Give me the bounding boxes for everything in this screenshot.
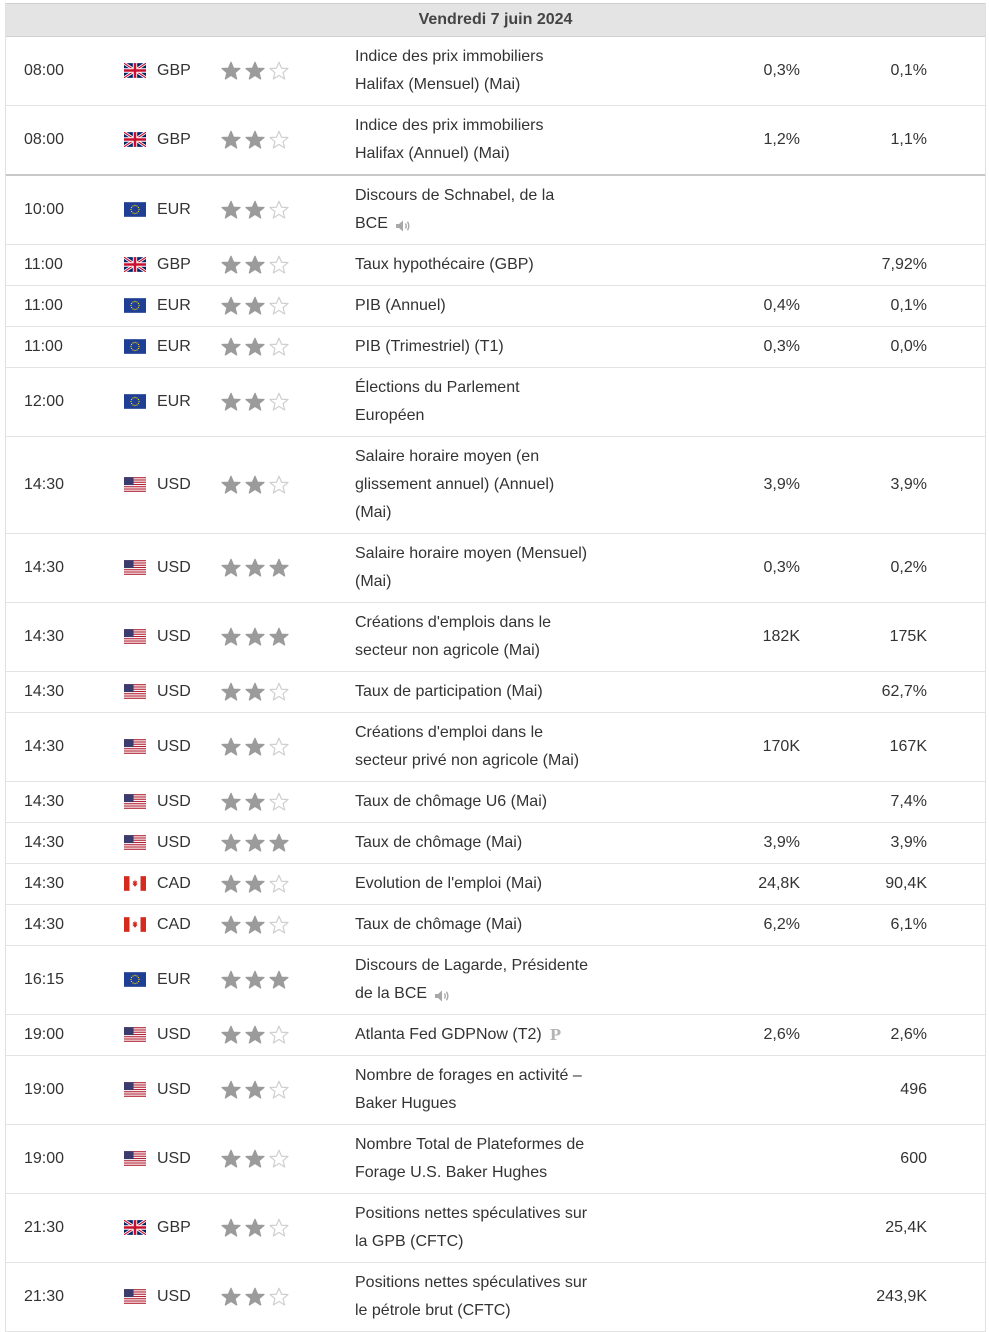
- event-time: 19:00: [24, 1081, 65, 1099]
- event-currency: USD: [157, 793, 191, 810]
- event-name[interactable]: [355, 286, 630, 326]
- event-name[interactable]: [355, 672, 630, 712]
- star-filled-icon: [268, 832, 290, 854]
- event-currency: USD: [157, 1288, 191, 1306]
- event-row[interactable]: [6, 286, 985, 327]
- uk-flag-icon: [124, 63, 146, 78]
- event-time: 14:30: [24, 875, 65, 892]
- event-name-line: de la BCE: [355, 980, 630, 1008]
- event-forecast: 496: [900, 1081, 927, 1099]
- event-time: 10:00: [24, 201, 65, 218]
- event-currency: GBP: [157, 1219, 191, 1237]
- event-name[interactable]: [355, 1263, 630, 1331]
- event-row[interactable]: [6, 713, 985, 782]
- event-name-line: la GPB (CFTC): [355, 1233, 464, 1251]
- star-filled-icon: [220, 681, 242, 703]
- event-name[interactable]: [355, 368, 630, 436]
- event-name-line: Indice des prix immobiliers: [355, 117, 544, 134]
- star-filled-icon: [244, 626, 266, 648]
- event-name[interactable]: [355, 1194, 630, 1262]
- event-time: 14:30: [24, 738, 65, 755]
- importance-rating: [220, 534, 290, 602]
- event-currency: GBP: [157, 256, 191, 273]
- star-filled-icon: [220, 199, 242, 221]
- event-time: 11:00: [24, 256, 63, 273]
- event-name-line: BCE: [355, 210, 630, 238]
- event-time: 19:00: [24, 1026, 65, 1044]
- us-flag-icon: [124, 835, 146, 850]
- event-row[interactable]: [6, 864, 985, 905]
- event-forecast: 62,7%: [881, 683, 927, 700]
- star-filled-icon: [244, 391, 266, 413]
- star-filled-icon: [220, 626, 242, 648]
- event-actual: 0,3%: [763, 338, 800, 355]
- star-filled-icon: [244, 791, 266, 813]
- event-actual: 3,9%: [763, 476, 800, 493]
- event-time: 14:30: [24, 476, 65, 493]
- us-flag-icon: [124, 477, 146, 492]
- star-filled-icon: [220, 129, 242, 151]
- event-currency: USD: [157, 1081, 191, 1099]
- event-name[interactable]: [355, 534, 630, 602]
- event-currency: USD: [157, 738, 191, 755]
- event-name[interactable]: [355, 713, 630, 781]
- us-flag-icon: [124, 629, 146, 644]
- star-filled-icon: [244, 832, 266, 854]
- event-currency: USD: [157, 559, 191, 576]
- star-empty-icon: [268, 873, 290, 895]
- star-empty-icon: [268, 199, 290, 221]
- event-actual: 0,3%: [763, 62, 800, 79]
- event-time: 14:30: [24, 834, 65, 851]
- star-filled-icon: [220, 791, 242, 813]
- event-currency: EUR: [157, 338, 191, 355]
- event-name[interactable]: [355, 823, 630, 863]
- event-list: [6, 37, 985, 1332]
- event-name[interactable]: [355, 1056, 630, 1124]
- importance-rating: [220, 905, 290, 945]
- event-name-line: Créations d'emploi dans le: [355, 724, 544, 741]
- event-name-line: PIB (Trimestriel) (T1): [355, 338, 504, 355]
- event-row[interactable]: [6, 782, 985, 823]
- event-currency: USD: [157, 1150, 191, 1168]
- event-name-line: Baker Hugues: [355, 1095, 457, 1113]
- event-name-line: le pétrole brut (CFTC): [355, 1302, 511, 1320]
- us-flag-icon: [124, 1151, 146, 1166]
- eu-flag-icon: [124, 202, 146, 217]
- speaker-icon: [433, 986, 453, 1002]
- importance-rating: [220, 1015, 290, 1055]
- event-forecast: 243,9K: [876, 1288, 927, 1306]
- event-row[interactable]: [6, 327, 985, 368]
- event-forecast: 0,2%: [890, 559, 927, 576]
- event-forecast: 0,1%: [890, 62, 927, 79]
- star-filled-icon: [220, 1148, 242, 1170]
- event-name-line: Indice des prix immobiliers: [355, 48, 544, 65]
- ca-flag-icon: [124, 917, 146, 932]
- importance-rating: [220, 368, 290, 436]
- eu-flag-icon: [124, 339, 146, 354]
- star-filled-icon: [244, 254, 266, 276]
- event-name-line: secteur privé non agricole (Mai): [355, 752, 580, 769]
- event-name-line: Taux de chômage U6 (Mai): [355, 793, 548, 810]
- event-name-line: Nombre de forages en activité –: [355, 1067, 582, 1085]
- event-row[interactable]: [6, 1056, 985, 1125]
- event-name-line: Taux de chômage (Mai): [355, 834, 523, 851]
- event-forecast: 3,9%: [890, 834, 927, 851]
- event-currency: USD: [157, 476, 191, 493]
- event-row[interactable]: [6, 823, 985, 864]
- event-name-line: Taux hypothécaire (GBP): [355, 256, 534, 273]
- event-currency: CAD: [157, 875, 191, 892]
- event-actual: 24,8K: [758, 875, 800, 892]
- event-forecast: 0,0%: [890, 338, 927, 355]
- event-time: 21:30: [24, 1288, 65, 1306]
- event-name[interactable]: [355, 782, 630, 822]
- us-flag-icon: [124, 739, 146, 754]
- event-row[interactable]: [6, 368, 985, 437]
- star-filled-icon: [220, 873, 242, 895]
- us-flag-icon: [124, 684, 146, 699]
- importance-rating: [220, 106, 290, 174]
- star-empty-icon: [268, 1148, 290, 1170]
- importance-rating: [220, 1056, 290, 1124]
- event-name-line: Halifax (Mensuel) (Mai): [355, 76, 521, 93]
- event-name[interactable]: [355, 106, 630, 174]
- date-header: Vendredi 7 juin 2024: [6, 3, 985, 37]
- star-empty-icon: [268, 914, 290, 936]
- event-name-line: Atlanta Fed GDPNow (T2) P: [355, 1021, 630, 1049]
- event-name[interactable]: [355, 245, 630, 285]
- importance-rating: [220, 672, 290, 712]
- us-flag-icon: [124, 794, 146, 809]
- star-filled-icon: [220, 1024, 242, 1046]
- star-empty-icon: [268, 1024, 290, 1046]
- event-currency: EUR: [157, 971, 191, 988]
- importance-rating: [220, 327, 290, 367]
- star-filled-icon: [244, 474, 266, 496]
- event-name-line: Halifax (Annuel) (Mai): [355, 145, 510, 162]
- event-name-line: Européen: [355, 407, 425, 424]
- importance-rating: [220, 864, 290, 904]
- event-row[interactable]: [6, 905, 985, 946]
- event-name[interactable]: [355, 603, 630, 671]
- star-filled-icon: [244, 873, 266, 895]
- star-empty-icon: [268, 295, 290, 317]
- uk-flag-icon: [124, 132, 146, 147]
- importance-rating: [220, 286, 290, 326]
- importance-rating: [220, 713, 290, 781]
- us-flag-icon: [124, 1289, 146, 1304]
- star-filled-icon: [244, 1079, 266, 1101]
- event-row[interactable]: [6, 1263, 985, 1332]
- event-forecast: 600: [900, 1150, 927, 1168]
- star-empty-icon: [268, 129, 290, 151]
- event-currency: EUR: [157, 201, 191, 218]
- star-filled-icon: [220, 969, 242, 991]
- event-name-line: secteur non agricole (Mai): [355, 642, 540, 659]
- star-filled-icon: [244, 129, 266, 151]
- event-forecast: 1,1%: [890, 131, 927, 148]
- event-currency: USD: [157, 834, 191, 851]
- importance-rating: [220, 782, 290, 822]
- event-time: 08:00: [24, 131, 65, 148]
- event-actual: 182K: [762, 628, 800, 645]
- event-name-line: Créations d'emplois dans le: [355, 614, 552, 631]
- event-time: 12:00: [24, 393, 65, 410]
- event-currency: CAD: [157, 916, 191, 933]
- star-filled-icon: [220, 1286, 242, 1308]
- event-forecast: 7,4%: [890, 793, 927, 810]
- event-name[interactable]: [355, 176, 630, 244]
- star-empty-icon: [268, 336, 290, 358]
- uk-flag-icon: [124, 1220, 146, 1235]
- event-name-line: glissement annuel) (Annuel): [355, 476, 555, 493]
- event-actual: 3,9%: [763, 834, 800, 851]
- eu-flag-icon: [124, 298, 146, 313]
- star-filled-icon: [268, 626, 290, 648]
- event-time: 11:00: [24, 338, 63, 355]
- us-flag-icon: [124, 560, 146, 575]
- event-time: 14:30: [24, 916, 65, 933]
- star-filled-icon: [220, 336, 242, 358]
- event-row[interactable]: [6, 37, 985, 106]
- importance-rating: [220, 1125, 290, 1193]
- event-actual: 6,2%: [763, 916, 800, 933]
- event-forecast: 25,4K: [885, 1219, 927, 1237]
- star-filled-icon: [220, 1217, 242, 1239]
- importance-rating: [220, 37, 290, 105]
- event-row[interactable]: [6, 946, 985, 1015]
- event-time: 21:30: [24, 1219, 65, 1237]
- importance-rating: [220, 437, 290, 533]
- event-name-line: Positions nettes spéculatives sur: [355, 1205, 588, 1223]
- importance-rating: [220, 245, 290, 285]
- event-forecast: 6,1%: [890, 916, 927, 933]
- event-currency: EUR: [157, 393, 191, 410]
- star-filled-icon: [244, 295, 266, 317]
- eu-flag-icon: [124, 394, 146, 409]
- star-filled-icon: [220, 914, 242, 936]
- star-filled-icon: [220, 832, 242, 854]
- event-name-line: Taux de chômage (Mai): [355, 916, 523, 933]
- event-currency: GBP: [157, 62, 191, 79]
- speaker-icon: [394, 216, 414, 232]
- star-empty-icon: [268, 391, 290, 413]
- star-filled-icon: [220, 254, 242, 276]
- star-filled-icon: [244, 1286, 266, 1308]
- event-row[interactable]: [6, 1015, 985, 1056]
- event-currency: USD: [157, 628, 191, 645]
- event-name-line: Taux de participation (Mai): [355, 683, 543, 700]
- event-row[interactable]: [6, 437, 985, 534]
- event-currency: USD: [157, 683, 191, 700]
- event-name-line: Nombre Total de Plateformes de: [355, 1136, 585, 1154]
- star-filled-icon: [220, 295, 242, 317]
- star-filled-icon: [244, 969, 266, 991]
- event-time: 08:00: [24, 62, 65, 79]
- eu-flag-icon: [124, 972, 146, 987]
- event-actual: 170K: [762, 738, 800, 755]
- star-filled-icon: [220, 474, 242, 496]
- event-name[interactable]: [355, 864, 630, 904]
- event-forecast: 7,92%: [881, 256, 927, 273]
- importance-rating: [220, 603, 290, 671]
- event-row[interactable]: [6, 1194, 985, 1263]
- uk-flag-icon: [124, 257, 146, 272]
- event-name[interactable]: [355, 1015, 630, 1055]
- event-row[interactable]: [6, 1125, 985, 1194]
- star-filled-icon: [220, 391, 242, 413]
- event-time: 14:30: [24, 628, 65, 645]
- importance-rating: [220, 1263, 290, 1331]
- event-name-line: Discours de Schnabel, de la: [355, 187, 555, 204]
- event-forecast: 90,4K: [885, 875, 927, 892]
- event-currency: USD: [157, 1026, 191, 1044]
- star-empty-icon: [268, 1079, 290, 1101]
- star-empty-icon: [268, 681, 290, 703]
- event-time: 19:00: [24, 1150, 65, 1168]
- importance-rating: [220, 1194, 290, 1262]
- event-name[interactable]: [355, 946, 630, 1014]
- star-empty-icon: [268, 736, 290, 758]
- event-name-line: PIB (Annuel): [355, 297, 446, 314]
- event-forecast: 3,9%: [890, 476, 927, 493]
- event-currency: EUR: [157, 297, 191, 314]
- preliminary-badge: P: [549, 1026, 562, 1044]
- star-filled-icon: [244, 914, 266, 936]
- event-actual: 0,3%: [763, 559, 800, 576]
- star-empty-icon: [268, 791, 290, 813]
- event-time: 14:30: [24, 683, 65, 700]
- ca-flag-icon: [124, 876, 146, 891]
- star-filled-icon: [244, 336, 266, 358]
- event-name-line: Salaire horaire moyen (en: [355, 448, 540, 465]
- event-name-line: Élections du Parlement: [355, 379, 520, 396]
- event-name-line: (Mai): [355, 573, 392, 590]
- event-name[interactable]: [355, 37, 630, 105]
- event-row[interactable]: [6, 176, 985, 245]
- importance-rating: [220, 946, 290, 1014]
- star-empty-icon: [268, 254, 290, 276]
- event-name[interactable]: [355, 905, 630, 945]
- event-name-line: Forage U.S. Baker Hughes: [355, 1164, 548, 1182]
- event-name-line: Salaire horaire moyen (Mensuel): [355, 545, 588, 562]
- star-filled-icon: [244, 557, 266, 579]
- star-empty-icon: [268, 474, 290, 496]
- star-filled-icon: [244, 1217, 266, 1239]
- event-name-line: Discours de Lagarde, Présidente: [355, 957, 589, 974]
- us-flag-icon: [124, 1027, 146, 1042]
- star-filled-icon: [220, 557, 242, 579]
- star-filled-icon: [244, 1024, 266, 1046]
- star-filled-icon: [220, 1079, 242, 1101]
- event-currency: GBP: [157, 131, 191, 148]
- event-row[interactable]: [6, 534, 985, 603]
- event-name[interactable]: [355, 437, 630, 533]
- star-empty-icon: [268, 60, 290, 82]
- star-filled-icon: [220, 60, 242, 82]
- event-forecast: 167K: [889, 738, 927, 755]
- star-filled-icon: [268, 557, 290, 579]
- event-time: 14:30: [24, 559, 65, 576]
- event-name-line: Positions nettes spéculatives sur: [355, 1274, 588, 1292]
- us-flag-icon: [124, 1082, 146, 1097]
- importance-rating: [220, 823, 290, 863]
- event-name[interactable]: [355, 1125, 630, 1193]
- economic-calendar: [5, 3, 986, 1332]
- event-actual: 2,6%: [763, 1026, 800, 1044]
- star-empty-icon: [268, 1217, 290, 1239]
- event-row[interactable]: [6, 672, 985, 713]
- event-actual: 0,4%: [763, 297, 800, 314]
- star-filled-icon: [244, 736, 266, 758]
- star-filled-icon: [268, 969, 290, 991]
- importance-rating: [220, 176, 290, 244]
- event-name-line: Evolution de l'emploi (Mai): [355, 875, 543, 892]
- event-forecast: 0,1%: [890, 297, 927, 314]
- star-filled-icon: [244, 60, 266, 82]
- event-row[interactable]: [6, 245, 985, 286]
- event-time: 14:30: [24, 793, 65, 810]
- event-actual: 1,2%: [763, 131, 800, 148]
- star-filled-icon: [244, 199, 266, 221]
- event-time: 16:15: [24, 971, 65, 988]
- event-name-line: (Mai): [355, 504, 392, 521]
- star-filled-icon: [244, 681, 266, 703]
- event-time: 11:00: [24, 297, 63, 314]
- star-empty-icon: [268, 1286, 290, 1308]
- event-name[interactable]: [355, 327, 630, 367]
- event-row[interactable]: [6, 603, 985, 672]
- event-forecast: 2,6%: [890, 1026, 927, 1044]
- event-forecast: 175K: [889, 628, 927, 645]
- star-filled-icon: [220, 736, 242, 758]
- event-row[interactable]: [6, 106, 985, 176]
- star-filled-icon: [244, 1148, 266, 1170]
